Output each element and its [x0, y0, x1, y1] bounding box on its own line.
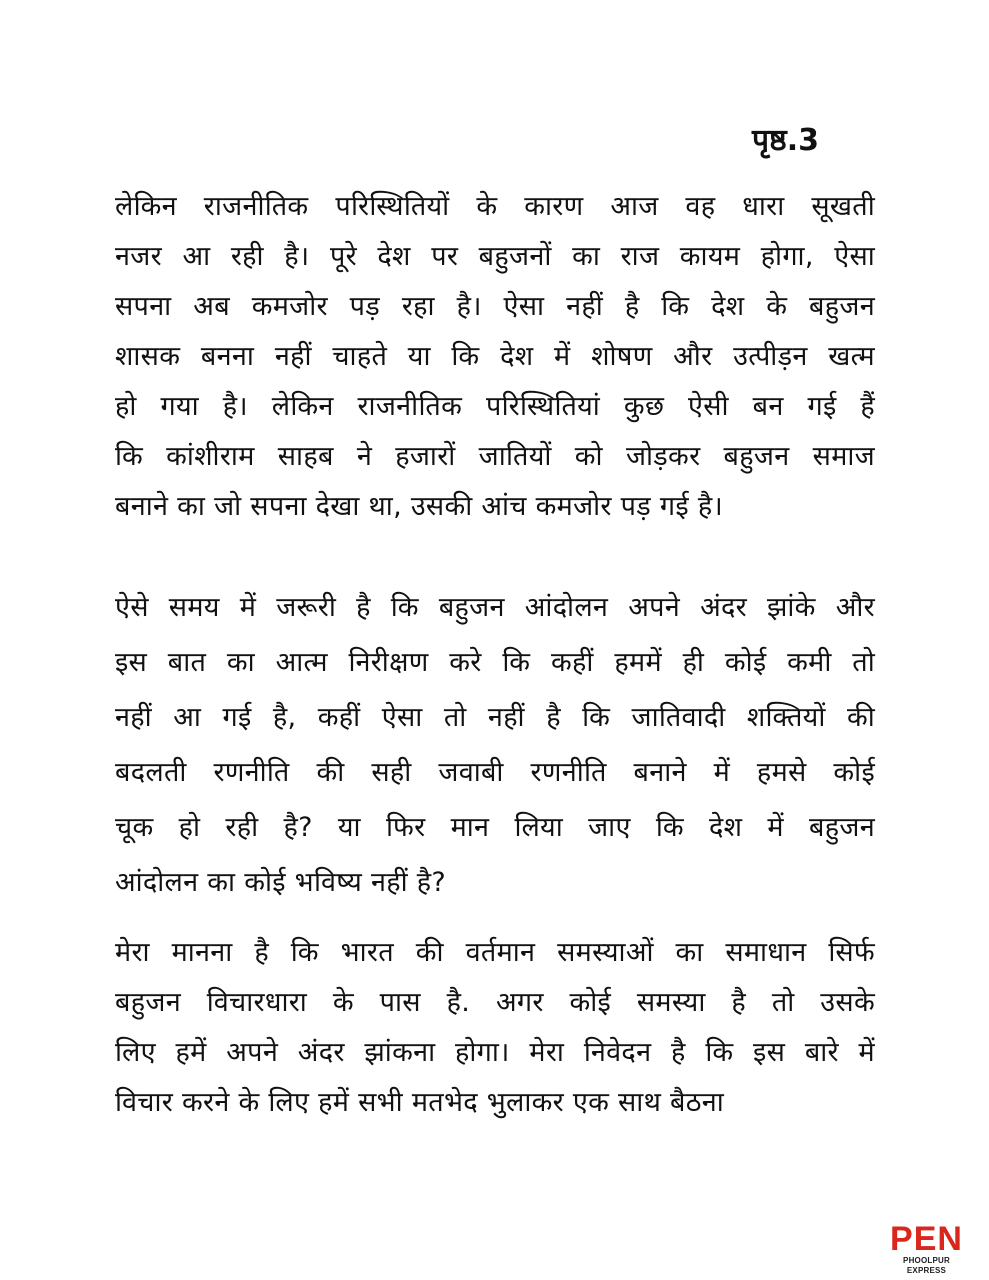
logo-text: PEN: [890, 1220, 963, 1258]
page-number: पृष्ठ.3: [752, 123, 819, 158]
text-line: बनाने का जो सपना देखा था, उसकी आंच कमजोर पड़ गई है।: [115, 491, 724, 522]
text-line: सपना अब कमजोर पड़ रहा है। ऐसा नहीं है कि देश के बहुजन: [115, 291, 875, 322]
text-line: आंदोलन का कोई भविष्य नहीं है?: [115, 867, 447, 898]
paragraph: [115, 928, 875, 1128]
text-line: ऐसे समय में जरूरी है कि बहुजन आंदोलन अपने अंदर झांके और: [115, 592, 875, 623]
text-line: विचार करने के लिए हमें सभी मतभेद भुलाकर एक साथ बैठना: [115, 1087, 725, 1118]
text-line: बदलती रणनीति की सही जवाबी रणनीति बनाने में हमसे कोई: [115, 757, 875, 788]
text-line: हो गया है। लेकिन राजनीतिक परिस्थितियां कुछ ऐसी बन गई हैं: [115, 391, 875, 422]
text-line: नजर आ रही है। पूरे देश पर बहुजनों का राज कायम होगा, ऐसा: [115, 241, 875, 272]
logo-subtitle: PHOOLPUR EXPRESS: [903, 1256, 950, 1275]
text-line: बहुजन विचारधारा के पास है. अगर कोई समस्या है तो उसके: [115, 987, 875, 1018]
text-line: इस बात का आत्म निरीक्षण करे कि कहीं हममें ही कोई कमी तो: [115, 647, 875, 678]
text-line: मेरा मानना है कि भारत की वर्तमान समस्याओं का समाधान सिर्फ: [115, 937, 875, 968]
text-line: शासक बनना नहीं चाहते या कि देश में शोषण और उत्पीड़न खत्म: [115, 341, 875, 372]
paragraph: [115, 182, 875, 532]
text-line: लिए हमें अपने अंदर झांकना होगा। मेरा निवेदन है कि इस बारे में: [115, 1037, 875, 1068]
text-line: कि कांशीराम साहब ने हजारों जातियों को जोड़कर बहुजन समाज: [115, 441, 875, 472]
text-line: लेकिन राजनीतिक परिस्थितियों के कारण आज वह धारा सूखती: [115, 191, 875, 222]
publisher-logo: [884, 1220, 969, 1275]
text-line: नहीं आ गई है, कहीं ऐसा तो नहीं है कि जातिवादी शक्तियों की: [115, 702, 875, 733]
text-line: चूक हो रही है? या फिर मान लिया जाए कि देश में बहुजन: [115, 812, 875, 843]
paragraph: [115, 580, 875, 910]
